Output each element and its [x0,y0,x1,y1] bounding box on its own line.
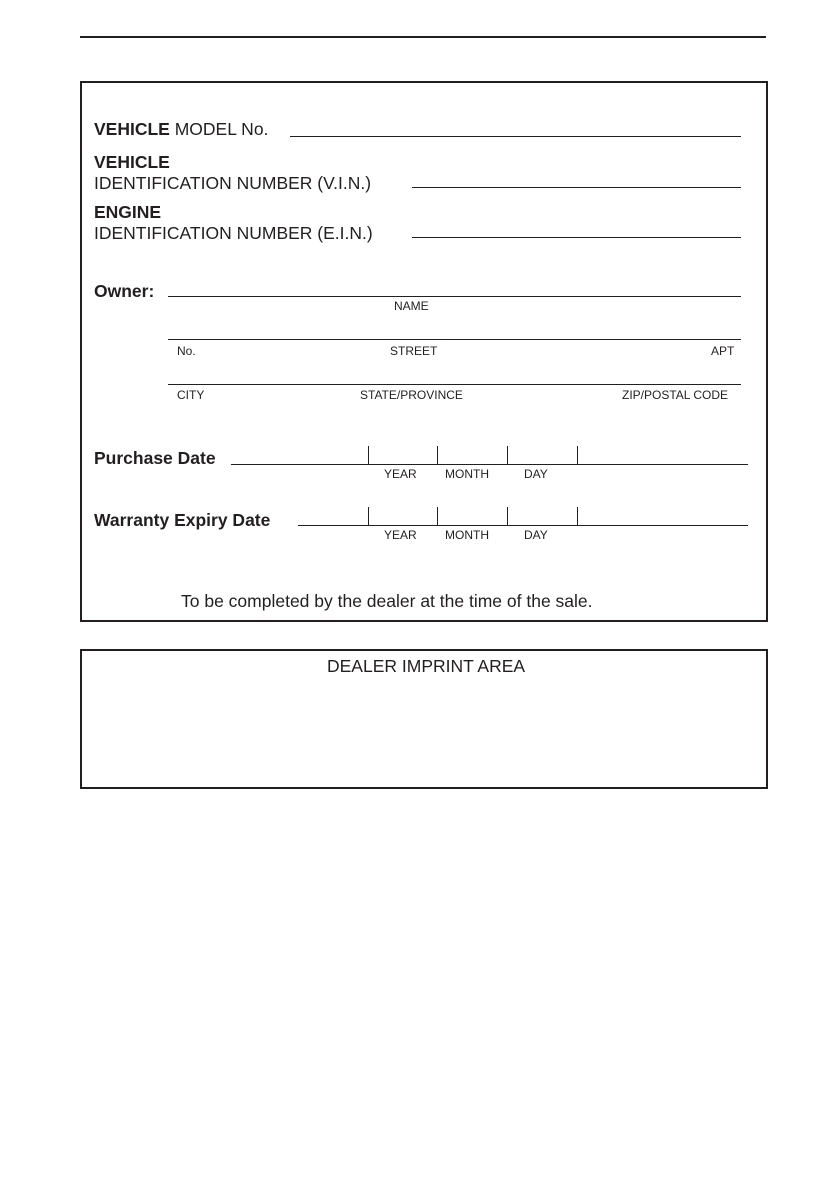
ein-field[interactable] [412,237,741,238]
vehicle-model-label [94,119,268,139]
warranty-expiry-label: Warranty Expiry Date [94,510,271,530]
owner-address-field[interactable] [168,339,741,340]
warranty-expiry-field[interactable] [298,525,748,526]
purchase-date-divider [577,446,578,464]
purchase-date-field[interactable] [231,464,748,465]
warranty-year-caption: YEAR [384,528,417,542]
vehicle-model-field[interactable] [290,136,741,137]
purchase-date-label: Purchase Date [94,448,216,468]
ein-label-bold: ENGINE [94,202,162,222]
vehicle-model-label-bold: VEHICLE [94,119,170,139]
owner-name-caption: NAME [394,299,429,313]
warranty-date-divider [368,507,369,525]
vin-field[interactable] [412,187,741,188]
address-apt-caption: APT [711,344,735,358]
purchase-month-caption: MONTH [445,467,489,481]
ein-label-rest: IDENTIFICATION NUMBER (E.I.N.) [94,223,373,243]
owner-label: Owner: [94,281,155,301]
state-caption: STATE/PROVINCE [360,388,463,402]
vin-label-bold: VEHICLE [94,152,170,172]
vehicle-model-label-rest: MODEL No. [174,119,269,139]
warranty-day-caption: DAY [524,528,548,542]
warranty-month-caption: MONTH [445,528,489,542]
purchase-day-caption: DAY [524,467,548,481]
address-street-caption: STREET [390,344,438,358]
purchase-date-divider [368,446,369,464]
owner-city-field[interactable] [168,384,741,385]
city-caption: CITY [177,388,205,402]
warranty-date-divider [507,507,508,525]
warranty-date-divider [437,507,438,525]
header-rule [80,36,766,38]
purchase-date-divider [507,446,508,464]
owner-name-field[interactable] [168,296,741,297]
zip-caption: ZIP/POSTAL CODE [622,388,729,402]
address-number-caption: No. [177,344,196,358]
vin-label-rest: IDENTIFICATION NUMBER (V.I.N.) [94,173,372,193]
dealer-completion-note: To be completed by the dealer at the time of the sale. [181,591,593,611]
purchase-year-caption: YEAR [384,467,417,481]
dealer-imprint-title: DEALER IMPRINT AREA [327,656,526,676]
warranty-date-divider [577,507,578,525]
purchase-date-divider [437,446,438,464]
